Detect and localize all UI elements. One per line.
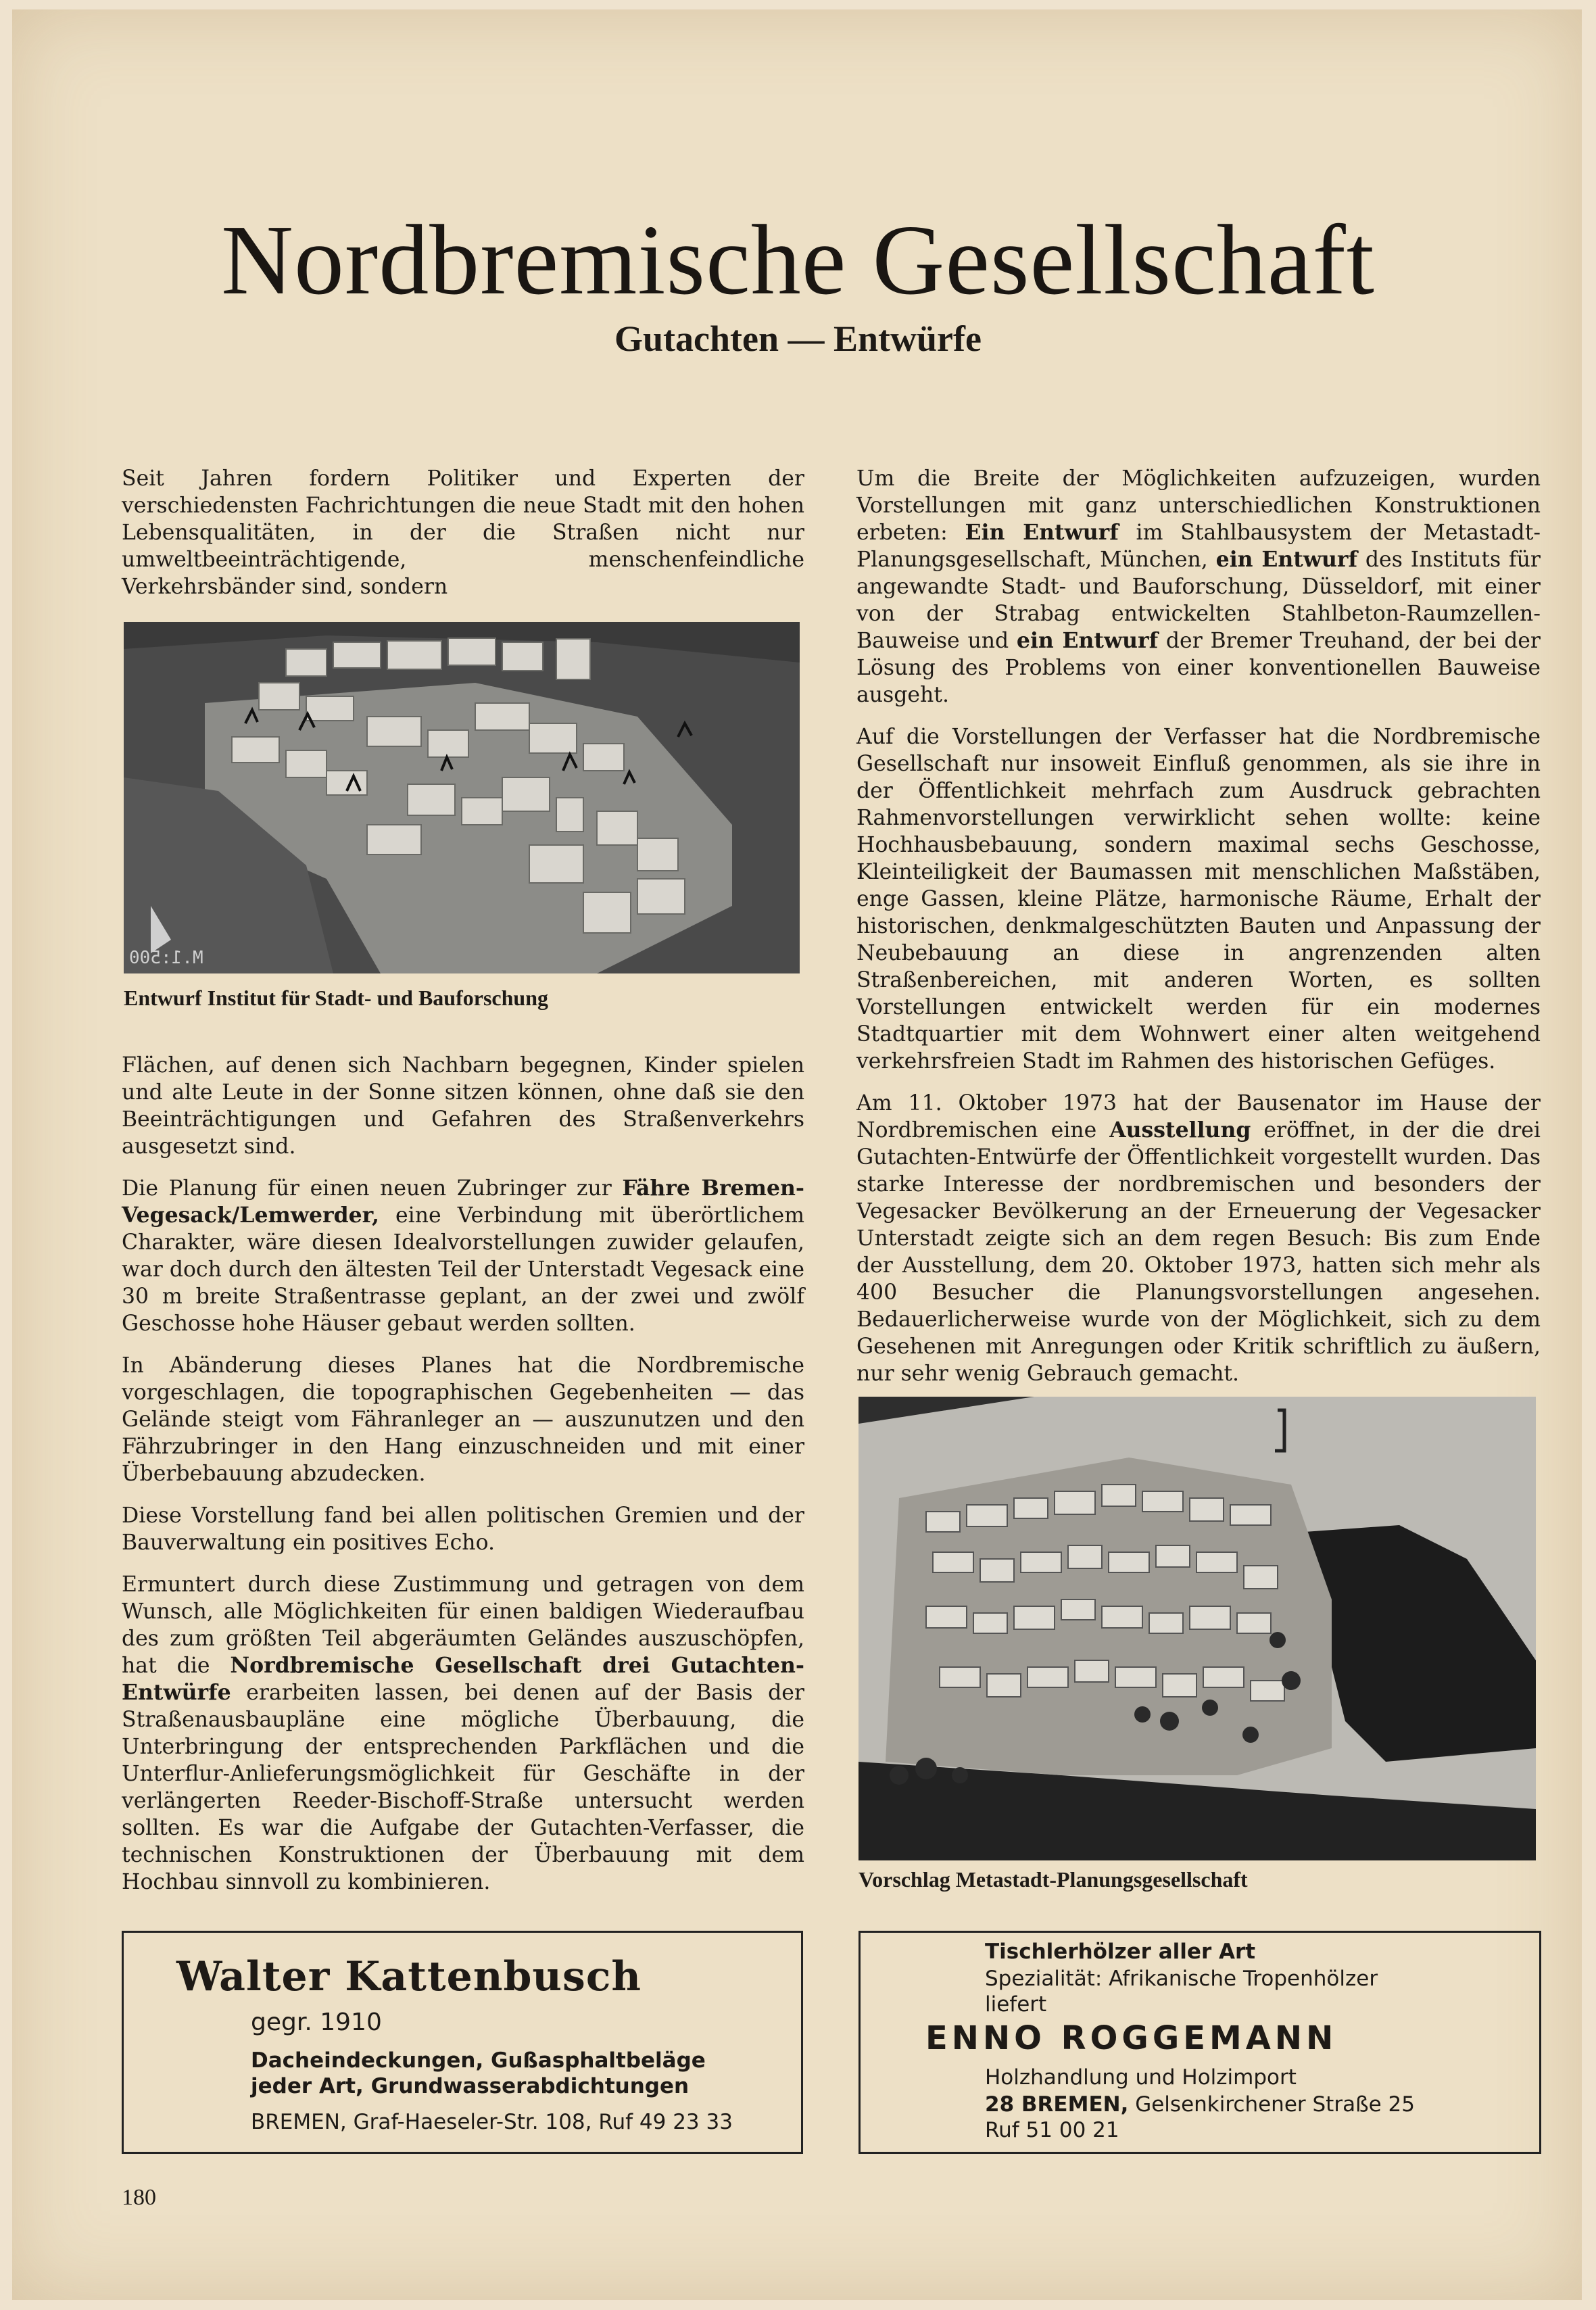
ad-address-city: 28 BREMEN, [985,2092,1129,2117]
intro-paragraph: Seit Jahren fordern Politiker und Experten der verschiedensten Fachrichtungen die neue Stadt mit den hohen Lebensqualitäten, in der die Straßen nicht nur umweltbeeinträchtigende, menschenfeindliche Verkehrsbänder sind, sondern [122,466,804,599]
ad-address-street: Gelsenkirchener Straße 25 [1128,2092,1415,2117]
text-run: eine Verbindung mit überörtlichem Charakter, wäre diesen Idealvorstellungen zuwider gelaufen, war doch durch den ältesten Teil der Unterstadt Vegesack eine 30 m breite Straßentrasse geplant, an der zwei und zwölf Geschosse hohe Häuser gebaut werden sollten. [122,1203,804,1336]
page-title: Nordbremische Gesellschaft [221,205,1375,316]
bold-run: ein Entwurf [1016,628,1159,653]
left-column-intro [122,465,804,615]
right-column-body [856,465,1541,1402]
ad-line3: liefert [985,1992,1047,2017]
ad-line4: Holzhandlung und Holzimport [985,2065,1297,2090]
ad-company-name: ENNO ROGGEMANN [925,2019,1338,2057]
bold-run: Fähre Bremen-Vegesack/Lemwerder, [122,1176,804,1228]
advertisement-roggemann [859,1931,1541,2154]
text-run: Ermuntert durch diese Zustimmung und getragen von dem Wunsch, alle Möglichkeiten für einen baldigen Wiederaufbau des zum größten Teil abgeräumten Geländes auszuschöpfen, hat die [122,1572,804,1678]
ad-line1: Tischlerhölzer aller Art [985,1940,1256,1964]
bold-run: ein Entwurf [1215,547,1358,572]
text-run: der Bremer Treuhand, der bei der Lösung des Problems von einer konventionellen Bauweise ausgeht. [856,629,1541,707]
text-run: des Instituts für angewandte Stadt- und Bauforschung, Düsseldorf, mit einer von der Strabag entwickelten Stahlbeton-Raumzellen-Bauweise und [856,548,1541,653]
figure-model-photo-2 [859,1397,1536,1860]
figure2-caption: Vorschlag Metastadt-Planungsgesellschaft [859,1867,1248,1892]
paragraph-left-5 [122,1571,804,1896]
figure-model-photo-1 [124,622,800,973]
advertisement-kattenbusch [122,1931,803,2154]
ad-address [985,2092,1415,2117]
page-subtitle: Gutachten — Entwürfe [614,318,982,359]
text-run: eröffnet, in der die drei Gutachten-Entwürfe der Öffentlichkeit vorgestellt wurden. Das starke Interesse der nordbremischen und besonders der Vegesacker Bevölkerung an der Erneuerung der Vegesacker Unterstadt zeigte sich an dem regen Besuch: Bis zum Ende der Ausstellung, dem 20. Oktober 1973, hatten sich mehr als 400 Besucher die Planungsvorstellungen angesehen. Bedauerlicherweise wurde von der Möglichkeit, sich zu dem Gesehenen mit Anregungen oder Kritik schriftlich zu äußern, nur sehr wenig Gebrauch gemacht. [856,1118,1541,1386]
ad-address: BREMEN, Graf-Haeseler-Str. 108, Ruf 49 23 33 [251,2110,733,2134]
bold-run: Ausstellung [1109,1117,1251,1142]
paragraph-right-2: Auf die Vorstellungen der Verfasser hat die Nordbremische Gesellschaft nur insoweit Einfluß genommen, als sie ihre in der Öffentlichkeit mehrfach zum Ausdruck gebrachten Rahmenvorstellungen verwirklicht sehen wollte: keine Hochhausbebauung, sondern maximal sechs Geschosse, Kleinteiligkeit der Baumassen mit menschlichen Maßstäben, enge Gassen, kleine Plätze, harmonische Räume, Erhalt der historischen, denkmalgeschützten Bauten und Anpassung der Neubebauung an diese in angrenzenden alten Straßenbereichen, mit anderen Worten, es sollten Vorstellungen entwickelt werden für ein modernes Stadtquartier mit dem Wohnwert einer alten weitgehend verkehrsfreien Stadt im Rahmen des historischen Gefüges. [856,725,1541,1074]
left-column-body [122,1052,804,1910]
bold-run: Ein Entwurf [965,520,1119,545]
model-photo-2-illustration [859,1397,1536,1860]
text-run: erarbeiten lassen, bei denen auf der Basis der Straßenausbaupläne eine mögliche Überbauung, die Unterbringung der entsprechenden Parkflächen und die Unterflur-Anlieferungsmöglichkeit für Geschäfte in der verlängerten Reeder-Bischoff-Straße untersucht werden sollten. Es war die Aufgabe der Gutachten-Verfasser, die technischen Konstruktionen der Überbauung mit dem Hochbau sinnvoll zu kombinieren. [122,1681,804,1894]
ad-phone: Ruf 51 00 21 [985,2118,1119,2142]
ad-line2: Spezialität: Afrikanische Tropenhölzer [985,1967,1378,1991]
paragraph-left-1: Flächen, auf denen sich Nachbarn begegnen, Kinder spielen und alte Leute in der Sonne sitzen können, ohne daß sie den Beeinträchtigungen und Gefahren des Straßenverkehrs ausgesetzt sind. [122,1053,804,1159]
paragraph-right-1 [856,465,1541,708]
ad-founded: gegr. 1910 [251,2008,382,2036]
text-run: Am 11. Oktober 1973 hat der Bausenator im Hause der Nordbremischen eine [856,1091,1541,1142]
ad-services: Dacheindeckungen, Gußasphaltbeläge jeder Art, Grundwasserabdichtungen [251,2048,706,2098]
paragraph-left-3: In Abänderung dieses Planes hat die Nordbremische vorgeschlagen, die topographischen Gegebenheiten — das Gelände steigt vom Fähranleger an — auszunutzen und den Fährzubringer in den Hang einzuschneiden und mit einer Überbebauung abzudecken. [122,1353,804,1486]
paragraph-left-4: Diese Vorstellung fand bei allen politischen Gremien und der Bauverwaltung ein positives Echo. [122,1503,804,1555]
figure1-caption: Entwurf Institut für Stadt- und Bauforschung [124,986,548,1010]
ad-company-name: Walter Kattenbusch [176,1953,642,2000]
page-number: 180 [122,2185,156,2210]
text-run: Die Planung für einen neuen Zubringer zur [122,1176,623,1201]
model-photo-1-illustration [124,622,800,973]
paragraph-right-3 [856,1090,1541,1387]
bold-run: Nordbremische Gesellschaft drei Gutachten-Entwürfe [122,1653,804,1705]
text-run: Um die Breite der Möglichkeiten aufzuzeigen, wurden Vorstellungen mit ganz unterschiedlichen Konstruktionen erbeten: [856,466,1541,545]
paragraph-left-2 [122,1175,804,1337]
text-run: im Stahlbausystem der Metastadt-Planungsgesellschaft, München, [856,521,1541,572]
model-scale-label: M.1:500 [129,948,203,968]
